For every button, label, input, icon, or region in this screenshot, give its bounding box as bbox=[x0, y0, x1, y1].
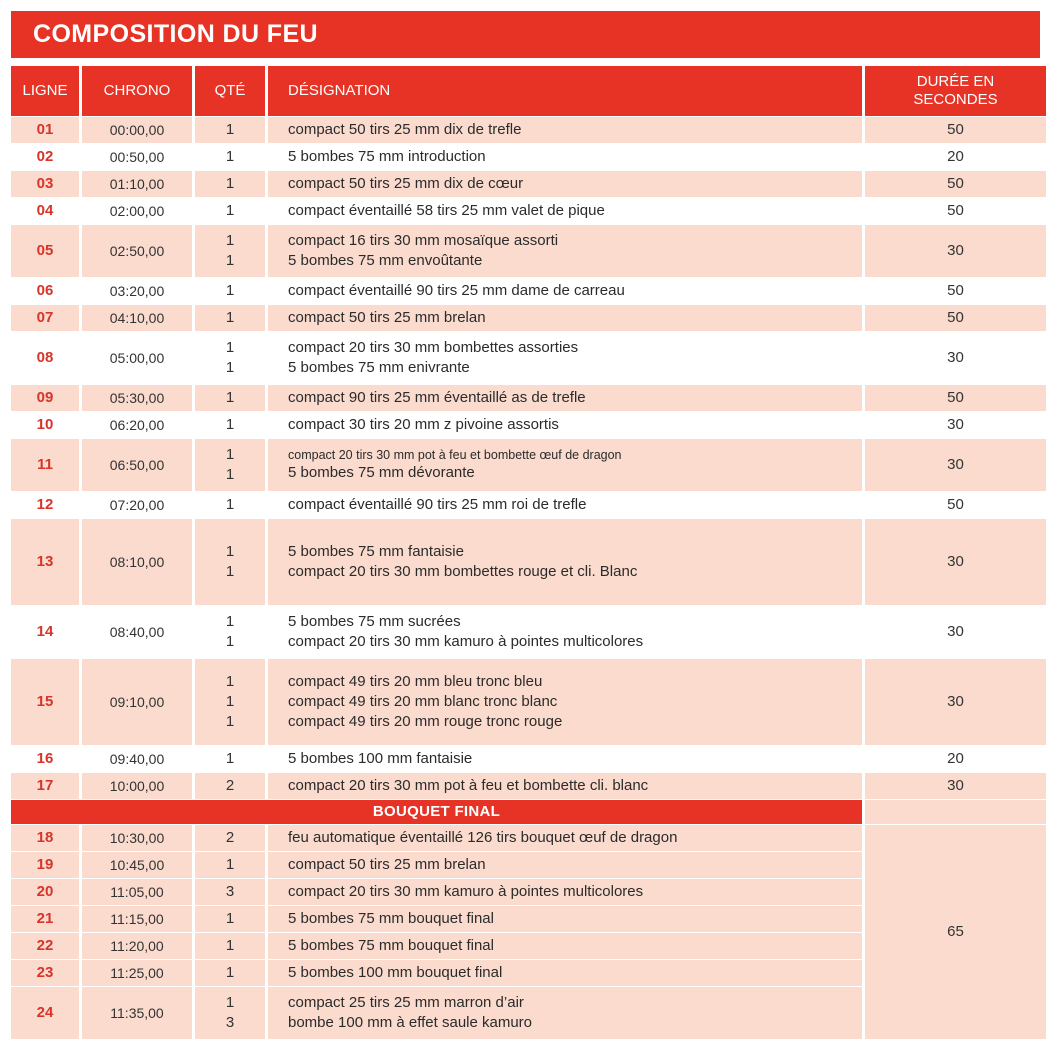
column-header-ligne: LIGNE bbox=[11, 66, 79, 116]
cell-qte bbox=[195, 412, 265, 438]
cell-chrono: 10:30,00 bbox=[82, 825, 192, 851]
column-header-duree bbox=[865, 66, 1046, 116]
cell-chrono: 02:50,00 bbox=[82, 225, 192, 277]
qte-line: 1 bbox=[225, 446, 235, 464]
cell-designation bbox=[268, 225, 862, 277]
designation-line: compact 20 tirs 30 mm bombettes assorties bbox=[288, 339, 579, 357]
cell-ligne: 09 bbox=[11, 385, 79, 411]
qte-line: 1 bbox=[225, 613, 235, 631]
cell-qte bbox=[195, 852, 265, 878]
qte-line: 1 bbox=[225, 359, 235, 376]
cell-ligne: 04 bbox=[11, 198, 79, 224]
cell-chrono: 05:00,00 bbox=[82, 332, 192, 384]
cell-ligne: 20 bbox=[11, 879, 79, 905]
designation-line: 5 bombes 75 mm fantaisie bbox=[288, 543, 464, 561]
cell-chrono: 11:35,00 bbox=[82, 987, 192, 1039]
cell-duree: 30 bbox=[865, 225, 1046, 277]
cell-qte bbox=[195, 439, 265, 491]
cell-duree: 20 bbox=[865, 746, 1046, 772]
cell-chrono: 11:25,00 bbox=[82, 960, 192, 986]
designation-line: compact éventaillé 90 tirs 25 mm roi de trefle bbox=[288, 496, 587, 514]
table-body bbox=[11, 117, 1046, 1039]
qte-line: 1 bbox=[225, 937, 235, 955]
cell-designation bbox=[268, 439, 862, 491]
designation-line: compact 30 tirs 20 mm z pivoine assortis bbox=[288, 416, 559, 434]
cell-duree: 30 bbox=[865, 519, 1046, 605]
cell-designation bbox=[268, 659, 862, 745]
cell-chrono: 08:10,00 bbox=[82, 519, 192, 605]
cell-designation bbox=[268, 773, 862, 799]
page-title: COMPOSITION DU FEU bbox=[33, 20, 318, 48]
cell-chrono: 03:20,00 bbox=[82, 278, 192, 304]
designation-line: compact 49 tirs 20 mm rouge tronc rouge bbox=[288, 712, 563, 730]
cell-qte bbox=[195, 906, 265, 932]
qte-line: 1 bbox=[225, 563, 235, 580]
cell-designation bbox=[268, 519, 862, 605]
cell-ligne: 14 bbox=[11, 606, 79, 658]
cell-duree: 50 bbox=[865, 492, 1046, 518]
cell-designation bbox=[268, 825, 862, 851]
cell-designation bbox=[268, 117, 862, 143]
table-header-row bbox=[11, 66, 1046, 116]
cell-duree: 30 bbox=[865, 412, 1046, 438]
cell-qte bbox=[195, 385, 265, 411]
cell-designation bbox=[268, 606, 862, 658]
cell-designation bbox=[268, 412, 862, 438]
cell-duree: 50 bbox=[865, 117, 1046, 143]
designation-line: feu automatique éventaillé 126 tirs bouquet œuf de dragon bbox=[288, 829, 678, 847]
qte-line: 1 bbox=[225, 121, 235, 139]
designation-line: 5 bombes 75 mm bouquet final bbox=[288, 937, 494, 955]
cell-chrono: 05:30,00 bbox=[82, 385, 192, 411]
designation-line: 5 bombes 100 mm bouquet final bbox=[288, 964, 503, 982]
designation-line: 5 bombes 75 mm enivrante bbox=[288, 359, 470, 376]
qte-line: 1 bbox=[225, 389, 235, 407]
cell-ligne: 07 bbox=[11, 305, 79, 331]
qte-line: 1 bbox=[225, 252, 235, 269]
cell-qte bbox=[195, 746, 265, 772]
cell-chrono: 11:05,00 bbox=[82, 879, 192, 905]
cell-chrono: 09:10,00 bbox=[82, 659, 192, 745]
page-title-bar bbox=[11, 11, 1040, 58]
qte-line: 1 bbox=[225, 309, 235, 327]
cell-ligne: 16 bbox=[11, 746, 79, 772]
table-row bbox=[11, 606, 1046, 658]
cell-ligne: 03 bbox=[11, 171, 79, 197]
cell-qte bbox=[195, 606, 265, 658]
qte-line: 1 bbox=[225, 496, 235, 514]
cell-duree: 30 bbox=[865, 659, 1046, 745]
cell-qte bbox=[195, 773, 265, 799]
qte-line: 1 bbox=[225, 712, 235, 730]
cell-duree: 50 bbox=[865, 198, 1046, 224]
cell-ligne: 22 bbox=[11, 933, 79, 959]
table-row bbox=[11, 171, 1046, 197]
cell-duree: 30 bbox=[865, 439, 1046, 491]
cell-ligne: 11 bbox=[11, 439, 79, 491]
column-header-qte: QTÉ bbox=[195, 66, 265, 116]
section-banner-bouquet-final: BOUQUET FINAL bbox=[11, 800, 862, 824]
cell-designation bbox=[268, 278, 862, 304]
qte-line: 1 bbox=[225, 543, 235, 561]
cell-chrono: 06:50,00 bbox=[82, 439, 192, 491]
column-header-designation: DÉSIGNATION bbox=[268, 66, 862, 116]
cell-chrono: 01:10,00 bbox=[82, 171, 192, 197]
cell-duree: 30 bbox=[865, 773, 1046, 799]
table-row bbox=[11, 332, 1046, 384]
cell-ligne: 21 bbox=[11, 906, 79, 932]
cell-qte bbox=[195, 225, 265, 277]
qte-line: 1 bbox=[225, 964, 235, 982]
cell-qte bbox=[195, 879, 265, 905]
designation-line: 5 bombes 75 mm envoûtante bbox=[288, 252, 483, 269]
qte-line: 1 bbox=[225, 673, 235, 691]
cell-ligne: 12 bbox=[11, 492, 79, 518]
cell-designation bbox=[268, 385, 862, 411]
designation-line: 5 bombes 75 mm dévorante bbox=[288, 464, 475, 482]
cell-duree: 50 bbox=[865, 171, 1046, 197]
designation-line: compact 90 tirs 25 mm éventaillé as de trefle bbox=[288, 389, 586, 407]
cell-ligne: 10 bbox=[11, 412, 79, 438]
qte-line: 1 bbox=[225, 466, 235, 483]
section-banner-row bbox=[11, 800, 1046, 824]
designation-line: compact éventaillé 90 tirs 25 mm dame de carreau bbox=[288, 282, 625, 300]
qte-line: 1 bbox=[225, 910, 235, 928]
cell-designation bbox=[268, 906, 862, 932]
qte-line: 1 bbox=[225, 232, 235, 250]
column-header-duree-line2: SECONDES bbox=[913, 91, 998, 108]
cell-ligne: 08 bbox=[11, 332, 79, 384]
cell-duree: 50 bbox=[865, 305, 1046, 331]
cell-designation bbox=[268, 171, 862, 197]
cell-qte bbox=[195, 171, 265, 197]
cell-qte bbox=[195, 278, 265, 304]
cell-qte bbox=[195, 332, 265, 384]
qte-line: 3 bbox=[225, 1014, 235, 1031]
qte-line: 1 bbox=[225, 339, 235, 357]
qte-line: 1 bbox=[225, 202, 235, 220]
cell-designation bbox=[268, 746, 862, 772]
designation-line: compact 20 tirs 30 mm kamuro à pointes multicolores bbox=[288, 883, 644, 901]
cell-qte bbox=[195, 198, 265, 224]
designation-line: 5 bombes 75 mm bouquet final bbox=[288, 910, 494, 928]
qte-line: 2 bbox=[225, 829, 235, 847]
qte-line: 1 bbox=[225, 175, 235, 193]
cell-qte bbox=[195, 144, 265, 170]
cell-qte bbox=[195, 933, 265, 959]
table-row bbox=[11, 773, 1046, 799]
designation-line: 5 bombes 100 mm fantaisie bbox=[288, 750, 473, 768]
qte-line: 1 bbox=[225, 148, 235, 166]
table-row bbox=[11, 659, 1046, 745]
cell-chrono: 04:10,00 bbox=[82, 305, 192, 331]
cell-qte bbox=[195, 825, 265, 851]
cell-designation bbox=[268, 960, 862, 986]
cell-duree: 20 bbox=[865, 144, 1046, 170]
cell-ligne: 18 bbox=[11, 825, 79, 851]
cell-designation bbox=[268, 852, 862, 878]
table-row bbox=[11, 519, 1046, 605]
cell-qte bbox=[195, 117, 265, 143]
column-header-chrono: CHRONO bbox=[82, 66, 192, 116]
designation-line: bombe 100 mm à effet saule kamuro bbox=[288, 1014, 533, 1031]
cell-designation bbox=[268, 987, 862, 1039]
table-row bbox=[11, 746, 1046, 772]
qte-line: 1 bbox=[225, 282, 235, 300]
designation-line: compact éventaillé 58 tirs 25 mm valet de pique bbox=[288, 202, 605, 220]
cell-duree: 50 bbox=[865, 278, 1046, 304]
table-row bbox=[11, 492, 1046, 518]
designation-line: 5 bombes 75 mm introduction bbox=[288, 148, 486, 166]
designation-line: compact 16 tirs 30 mm mosaïque assorti bbox=[288, 232, 559, 250]
qte-line: 1 bbox=[225, 750, 235, 768]
cell-designation bbox=[268, 144, 862, 170]
cell-ligne: 02 bbox=[11, 144, 79, 170]
designation-line: compact 20 tirs 30 mm pot à feu et bombette cli. blanc bbox=[288, 777, 649, 795]
cell-designation bbox=[268, 492, 862, 518]
table-row bbox=[11, 278, 1046, 304]
qte-line: 1 bbox=[225, 633, 235, 650]
table-row bbox=[11, 117, 1046, 143]
table-row bbox=[11, 225, 1046, 277]
composition-table bbox=[8, 65, 1049, 1040]
designation-line: compact 49 tirs 20 mm bleu tronc bleu bbox=[288, 673, 543, 691]
cell-chrono: 00:00,00 bbox=[82, 117, 192, 143]
cell-designation bbox=[268, 879, 862, 905]
designation-line: compact 20 tirs 30 mm kamuro à pointes multicolores bbox=[288, 633, 644, 650]
cell-ligne: 01 bbox=[11, 117, 79, 143]
cell-duree: 50 bbox=[865, 385, 1046, 411]
cell-ligne: 19 bbox=[11, 852, 79, 878]
table-row bbox=[11, 144, 1046, 170]
table-row bbox=[11, 385, 1046, 411]
table-row bbox=[11, 305, 1046, 331]
qte-line: 3 bbox=[225, 883, 235, 901]
table-row bbox=[11, 825, 1046, 851]
cell-qte bbox=[195, 659, 265, 745]
cell-designation bbox=[268, 305, 862, 331]
cell-qte bbox=[195, 519, 265, 605]
designation-line: compact 49 tirs 20 mm blanc tronc blanc bbox=[288, 693, 558, 711]
cell-duree-bouquet-total: 65 bbox=[865, 825, 1046, 1039]
designation-line: compact 20 tirs 30 mm pot à feu et bombette œuf de dragon bbox=[288, 447, 622, 462]
cell-chrono: 08:40,00 bbox=[82, 606, 192, 658]
cell-ligne: 24 bbox=[11, 987, 79, 1039]
cell-chrono: 09:40,00 bbox=[82, 746, 192, 772]
cell-chrono: 11:15,00 bbox=[82, 906, 192, 932]
table-row bbox=[11, 439, 1046, 491]
section-banner-duree-spacer bbox=[865, 800, 1046, 824]
cell-qte bbox=[195, 960, 265, 986]
table-row bbox=[11, 198, 1046, 224]
cell-ligne: 17 bbox=[11, 773, 79, 799]
cell-ligne: 15 bbox=[11, 659, 79, 745]
qte-line: 1 bbox=[225, 994, 235, 1012]
cell-designation bbox=[268, 198, 862, 224]
cell-chrono: 02:00,00 bbox=[82, 198, 192, 224]
cell-qte bbox=[195, 305, 265, 331]
table-header bbox=[11, 66, 1046, 116]
cell-duree: 30 bbox=[865, 606, 1046, 658]
cell-duree: 30 bbox=[865, 332, 1046, 384]
designation-line: compact 50 tirs 25 mm dix de cœur bbox=[288, 175, 524, 193]
cell-ligne: 13 bbox=[11, 519, 79, 605]
designation-line: compact 50 tirs 25 mm brelan bbox=[288, 309, 486, 327]
qte-line: 1 bbox=[225, 416, 235, 434]
cell-qte bbox=[195, 987, 265, 1039]
qte-line: 1 bbox=[225, 693, 235, 711]
cell-ligne: 06 bbox=[11, 278, 79, 304]
designation-line: compact 50 tirs 25 mm brelan bbox=[288, 856, 486, 874]
cell-ligne: 05 bbox=[11, 225, 79, 277]
cell-chrono: 00:50,00 bbox=[82, 144, 192, 170]
designation-line: compact 25 tirs 25 mm marron d’air bbox=[288, 994, 524, 1012]
designation-line: compact 50 tirs 25 mm dix de trefle bbox=[288, 121, 522, 139]
qte-line: 1 bbox=[225, 856, 235, 874]
cell-chrono: 10:00,00 bbox=[82, 773, 192, 799]
designation-line: compact 20 tirs 30 mm bombettes rouge et cli. Blanc bbox=[288, 563, 638, 580]
column-header-duree-line1: DURÉE EN bbox=[916, 72, 995, 90]
cell-chrono: 07:20,00 bbox=[82, 492, 192, 518]
cell-chrono: 06:20,00 bbox=[82, 412, 192, 438]
cell-designation bbox=[268, 933, 862, 959]
cell-ligne: 23 bbox=[11, 960, 79, 986]
table-row bbox=[11, 412, 1046, 438]
qte-line: 2 bbox=[225, 777, 235, 795]
cell-designation bbox=[268, 332, 862, 384]
cell-chrono: 10:45,00 bbox=[82, 852, 192, 878]
cell-chrono: 11:20,00 bbox=[82, 933, 192, 959]
designation-line: 5 bombes 75 mm sucrées bbox=[288, 613, 461, 631]
cell-qte bbox=[195, 492, 265, 518]
